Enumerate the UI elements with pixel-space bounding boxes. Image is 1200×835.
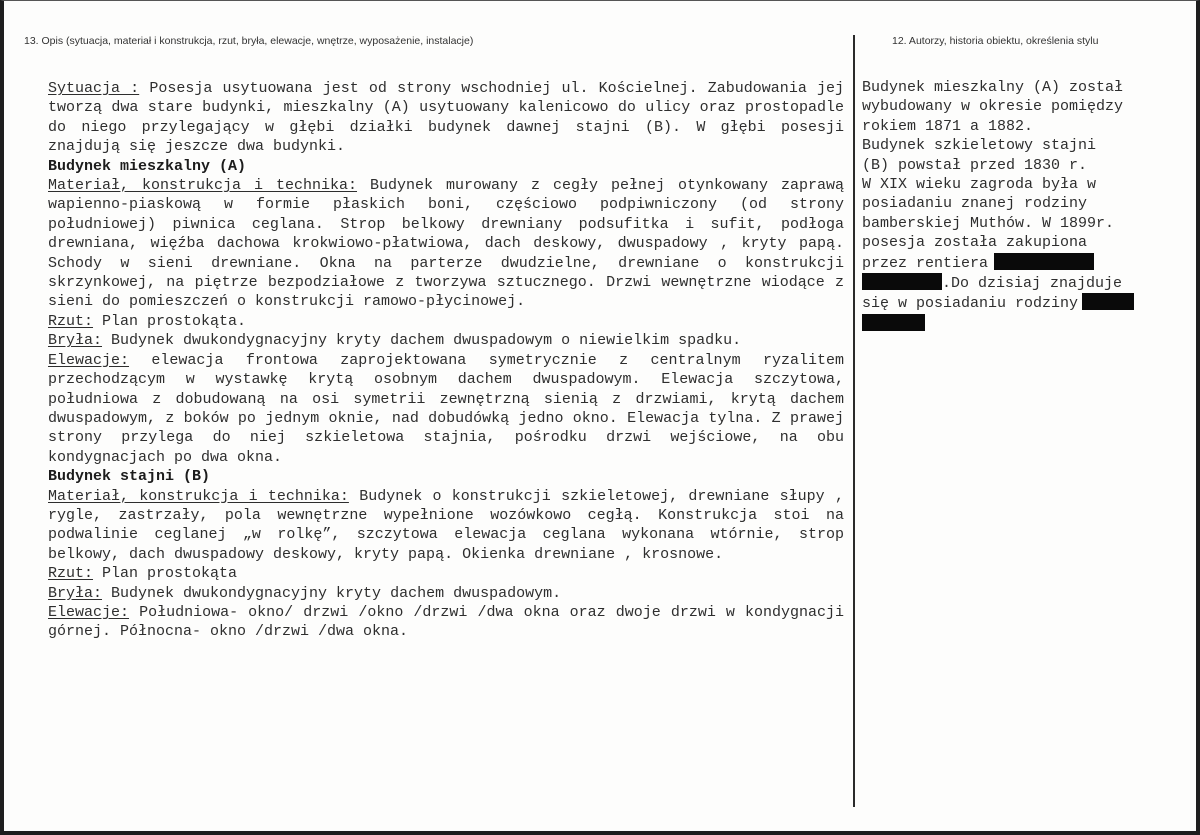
- history-line: posiadaniu znanej rodziny: [862, 195, 1088, 213]
- b-bryla-label: Bryła:: [48, 584, 103, 602]
- a-material-paragraph: [48, 176, 844, 312]
- history-line-text: przez rentiera: [862, 254, 989, 272]
- a-rzut-label: Rzut:: [48, 312, 94, 330]
- history-line-text: się w posiadaniu rodziny: [862, 295, 1079, 313]
- history-line: wybudowany w okresie pomiędzy: [862, 98, 1124, 116]
- b-material-text: Budynek o konstrukcji szkieletowej, drewniane słupy , rygle, zastrzały, pola wewnętrzne wypełnione wozówkowo cegłą. Konstrukcja stoi na podwalinie ceglanej „w rolkę”, szczytowa elewacja ceglana wykonana wtórnie, strop belkowy, dach dwuspadowy deskowy, kryty papą. Okienka drewniane , krosnowe.: [48, 487, 844, 563]
- redaction-block: [994, 253, 1094, 270]
- building-b-heading: Budynek stajni (B): [48, 468, 211, 486]
- a-elewacje-paragraph: [48, 351, 844, 467]
- b-elewacje-label: Elewacje:: [48, 603, 130, 621]
- history-line: [862, 293, 1164, 313]
- history-column: [862, 78, 1164, 334]
- b-elewacje-paragraph: [48, 603, 844, 642]
- section-13-header: 13. Opis (sytuacja, materiał i konstrukcja, rzut, bryła, elewacje, wnętrze, wyposażenie, instalacje): [24, 35, 474, 47]
- a-material-text: Budynek murowany z cegły pełnej otynkowany zaprawą wapienno-piaskową w formie płaskich boni, częściowo podpiwniczony (od strony południowej) piwnica ceglana. Strop belkowy drewniany podsufitka i sufit, podłoga drewniana, więźba dachowa krokwiowo-płatwiowa, dach deskowy, dwuspadowy , kryty papą. Schody w sieni drewniane. Okna na parterze dwudzielne, drewniane o konstrukcji skrzynkowej, na piętrze bezpodziałowe z tworzywa sztucznego. Drzwi wewnętrzne wiodące z sieni do pomieszczeń o konstrukcji ramowo-płycinowej.: [48, 177, 844, 311]
- building-a-heading: Budynek mieszkalny (A): [48, 157, 247, 175]
- history-line: bamberskiej Muthów. W 1899r.: [862, 214, 1115, 232]
- history-line: [862, 314, 1164, 334]
- a-material-label: Materiał, konstrukcja i technika:: [48, 177, 358, 195]
- history-line-text: .Do dzisiaj znajduje: [942, 275, 1123, 293]
- a-rzut-paragraph: [48, 312, 844, 331]
- a-elewacje-text: elewacja frontowa zaprojektowana symetrycznie z centralnym ryzalitem przechodzącym w wystawkę krytą osobnym dachem dwuspadowym. Elewacja szczytowa, południowa z dobudowaną na osi symetrii zewnętrzną sienią z drzwiami, krytą dachem dwuspadowym, z boków po jednym oknie, nad dobudówką jedno okno. Elewacja tylna. Z prawej strony przylega do niej szkieletowa stajnia, pośrodku drzwi wejściowe, na obu kondygnacjach po dwa okna.: [48, 351, 844, 466]
- b-bryla-text: Budynek dwukondygnacyjny kryty dachem dwuspadowym.: [102, 584, 562, 602]
- b-material-paragraph: [48, 487, 844, 565]
- b-rzut-label: Rzut:: [48, 565, 94, 583]
- b-rzut-text: Plan prostokąta: [93, 565, 238, 583]
- b-elewacje-text: Południowa- okno/ drzwi /okno /drzwi /dwa okna oraz dwoje drzwi w kondygnacji górnej. Północna- okno /drzwi /dwa okna.: [48, 603, 844, 641]
- redaction-block: [862, 314, 925, 331]
- a-elewacje-label: Elewacje:: [48, 351, 130, 369]
- column-divider: [853, 35, 855, 807]
- situation-paragraph: [48, 79, 844, 157]
- history-line: rokiem 1871 a 1882.: [862, 117, 1034, 135]
- redaction-block: [862, 273, 942, 290]
- description-column: [48, 79, 844, 642]
- history-line: (B) powstał przed 1830 r.: [862, 156, 1088, 174]
- a-bryla-label: Bryła:: [48, 332, 103, 350]
- redaction-block: [1082, 293, 1134, 310]
- b-rzut-paragraph: [48, 564, 844, 583]
- b-material-label: Materiał, konstrukcja i technika:: [48, 487, 349, 505]
- history-line: [862, 253, 1164, 273]
- history-line: Budynek szkieletowy stajni: [862, 137, 1097, 155]
- a-bryla-text: Budynek dwukondygnacyjny kryty dachem dwuspadowym o niewielkim spadku.: [102, 332, 742, 350]
- situation-text: Posesja usytuowana jest od strony wschodniej ul. Kościelnej. Zabudowania jej tworzą dwa stare budynki, mieszkalny (A) usytuowany kalenicowo do ulicy oraz prostopadle do niego przylegający w głębi działki budynek dawnej stajni (B). W głębi posesji znajdują się jeszcze dwa budynki.: [48, 80, 844, 156]
- a-bryla-paragraph: [48, 331, 844, 350]
- history-line: Budynek mieszkalny (A) został: [862, 79, 1124, 96]
- section-12-header: 12. Autorzy, historia obiektu, określenia stylu: [892, 35, 1099, 47]
- history-line: posesja została zakupiona: [862, 234, 1088, 252]
- history-line: W XIX wieku zagroda była w: [862, 176, 1097, 194]
- b-bryla-paragraph: [48, 584, 844, 603]
- history-line: [862, 273, 1164, 293]
- situation-label: Sytuacja :: [48, 80, 140, 97]
- a-rzut-text: Plan prostokąta.: [93, 312, 247, 330]
